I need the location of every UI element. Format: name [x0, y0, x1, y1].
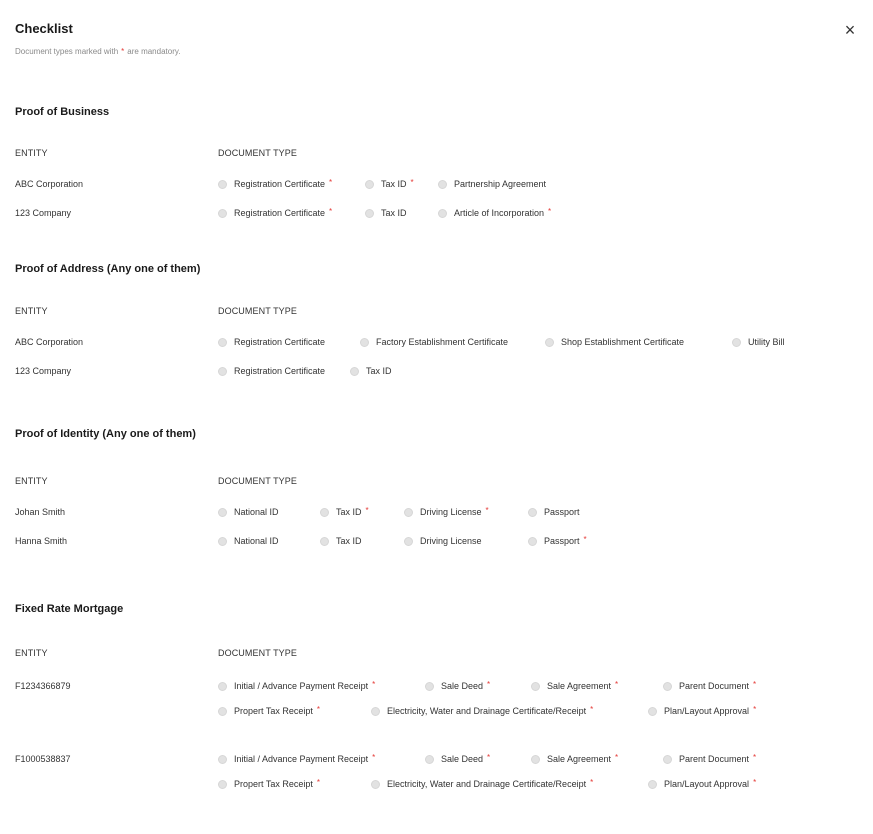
document-option[interactable]: [528, 533, 587, 549]
document-option[interactable]: [528, 504, 580, 520]
table-row: [15, 205, 873, 221]
required-star-icon: *: [615, 679, 619, 689]
required-star-icon: *: [753, 752, 757, 762]
status-dot-icon: [218, 338, 227, 347]
document-label: Driving License: [420, 536, 482, 546]
status-dot-icon: [218, 367, 227, 376]
section-title: Proof of Address (Any one of them): [15, 263, 201, 275]
table-row: [15, 363, 873, 379]
required-star-icon: *: [753, 704, 757, 714]
mandatory-note-suffix: are mandatory.: [127, 47, 181, 56]
required-star-icon: *: [372, 679, 376, 689]
document-label: Passport: [544, 536, 580, 546]
table-row: [15, 504, 873, 520]
table-row: [15, 533, 873, 549]
status-dot-icon: [218, 780, 227, 789]
document-option[interactable]: [438, 205, 551, 221]
status-dot-icon: [360, 338, 369, 347]
document-label: Shop Establishment Certificate: [561, 337, 685, 347]
document-option[interactable]: [218, 533, 279, 549]
document-option[interactable]: [350, 363, 392, 379]
entity-name: 123 Company: [15, 366, 72, 376]
table-row: [15, 776, 873, 792]
required-star-icon: *: [329, 177, 333, 187]
document-label: Registration Certificate: [234, 366, 326, 376]
document-option[interactable]: [218, 363, 325, 379]
status-dot-icon: [648, 780, 657, 789]
entity-column-header: ENTITY: [15, 648, 48, 658]
document-type-column-header: DOCUMENT TYPE: [218, 476, 297, 486]
required-star-icon: *: [615, 752, 619, 762]
document-label: Sale Deed: [441, 754, 484, 764]
document-label: Propert Tax Receipt: [234, 706, 313, 716]
entity-name: ABC Corporation: [15, 179, 84, 189]
required-star-icon: *: [410, 177, 414, 187]
document-option[interactable]: [531, 751, 618, 767]
document-option[interactable]: [371, 776, 593, 792]
status-dot-icon: [404, 508, 413, 517]
table-row: [15, 678, 873, 694]
table-row: [15, 176, 873, 192]
status-dot-icon: [663, 682, 672, 691]
status-dot-icon: [531, 755, 540, 764]
required-star-icon: *: [121, 47, 125, 56]
document-option[interactable]: [320, 504, 369, 520]
required-star-icon: *: [583, 534, 587, 544]
document-label: Sale Agreement: [547, 754, 612, 764]
status-dot-icon: [350, 367, 359, 376]
document-label: Tax ID: [381, 208, 407, 218]
mandatory-note: [15, 47, 181, 56]
status-dot-icon: [371, 707, 380, 716]
document-label: Partnership Agreement: [454, 179, 547, 189]
document-label: Utility Bill: [748, 337, 785, 347]
document-label: Article of Incorporation: [454, 208, 545, 218]
document-label: Tax ID: [366, 366, 392, 376]
entity-column-header: ENTITY: [15, 476, 48, 486]
table-row: [15, 334, 873, 350]
document-option[interactable]: [438, 176, 546, 192]
document-label: Tax ID: [336, 507, 362, 517]
mandatory-note-prefix: Document types marked with: [15, 47, 119, 56]
status-dot-icon: [425, 755, 434, 764]
entity-column-header: ENTITY: [15, 148, 48, 158]
status-dot-icon: [320, 537, 329, 546]
entity-name: F1000538837: [15, 754, 71, 764]
status-dot-icon: [218, 508, 227, 517]
document-label: Passport: [544, 507, 580, 517]
document-label: Plan/Layout Approval: [664, 706, 750, 716]
document-option[interactable]: [545, 334, 684, 350]
status-dot-icon: [531, 682, 540, 691]
entity-name: Hanna Smith: [15, 536, 68, 546]
document-label: Factory Establishment Certificate: [376, 337, 509, 347]
required-star-icon: *: [372, 752, 376, 762]
required-star-icon: *: [753, 777, 757, 787]
document-option[interactable]: [218, 176, 332, 192]
status-dot-icon: [218, 707, 227, 716]
entity-name: Johan Smith: [15, 507, 66, 517]
status-dot-icon: [218, 180, 227, 189]
document-option[interactable]: [218, 334, 325, 350]
document-type-column-header: DOCUMENT TYPE: [218, 648, 297, 658]
status-dot-icon: [218, 755, 227, 764]
entity-name: ABC Corporation: [15, 337, 84, 347]
document-label: National ID: [234, 507, 279, 517]
entity-column-header: ENTITY: [15, 306, 48, 316]
document-label: Tax ID: [381, 179, 407, 189]
document-option[interactable]: [663, 751, 756, 767]
document-option[interactable]: [425, 678, 490, 694]
status-dot-icon: [648, 707, 657, 716]
section-title: Proof of Business: [15, 106, 110, 118]
document-label: Initial / Advance Payment Receipt: [234, 681, 369, 691]
required-star-icon: *: [316, 704, 320, 714]
required-star-icon: *: [590, 777, 594, 787]
status-dot-icon: [218, 209, 227, 218]
required-star-icon: *: [329, 206, 333, 216]
document-option[interactable]: [218, 751, 375, 767]
document-label: Electricity, Water and Drainage Certificate/Receipt: [387, 779, 587, 789]
document-option[interactable]: [218, 703, 320, 719]
document-label: Plan/Layout Approval: [664, 779, 750, 789]
page-title: Checklist: [15, 21, 73, 36]
document-label: Initial / Advance Payment Receipt: [234, 754, 369, 764]
document-label: Registration Certificate: [234, 179, 326, 189]
document-option[interactable]: [404, 533, 482, 549]
status-dot-icon: [404, 537, 413, 546]
document-label: Propert Tax Receipt: [234, 779, 313, 789]
document-label: Tax ID: [336, 536, 362, 546]
document-label: Registration Certificate: [234, 337, 326, 347]
table-row: [15, 751, 873, 767]
document-option[interactable]: [365, 176, 414, 192]
status-dot-icon: [528, 537, 537, 546]
status-dot-icon: [365, 180, 374, 189]
table-row: [15, 703, 873, 719]
document-label: Driving License: [420, 507, 482, 517]
status-dot-icon: [425, 682, 434, 691]
document-type-column-header: DOCUMENT TYPE: [218, 306, 297, 316]
status-dot-icon: [320, 508, 329, 517]
section-title: Fixed Rate Mortgage: [15, 603, 124, 615]
entity-name: 123 Company: [15, 208, 72, 218]
document-option[interactable]: [425, 751, 490, 767]
required-star-icon: *: [365, 505, 369, 515]
document-type-column-header: DOCUMENT TYPE: [218, 148, 297, 158]
document-option[interactable]: [371, 703, 593, 719]
document-option[interactable]: [663, 678, 756, 694]
document-label: National ID: [234, 536, 279, 546]
document-option[interactable]: [218, 504, 279, 520]
close-icon[interactable]: ×: [844, 20, 856, 40]
required-star-icon: *: [753, 679, 757, 689]
status-dot-icon: [545, 338, 554, 347]
document-option[interactable]: [218, 776, 320, 792]
status-dot-icon: [438, 209, 447, 218]
document-option[interactable]: [531, 678, 618, 694]
entity-name: F1234366879: [15, 681, 71, 691]
document-label: Electricity, Water and Drainage Certificate/Receipt: [387, 706, 587, 716]
document-option[interactable]: [404, 504, 489, 520]
status-dot-icon: [371, 780, 380, 789]
required-star-icon: *: [487, 679, 491, 689]
status-dot-icon: [218, 537, 227, 546]
status-dot-icon: [663, 755, 672, 764]
section-title: Proof of Identity (Any one of them): [15, 428, 196, 440]
status-dot-icon: [218, 682, 227, 691]
status-dot-icon: [732, 338, 741, 347]
document-label: Sale Agreement: [547, 681, 612, 691]
document-option[interactable]: [218, 205, 332, 221]
status-dot-icon: [438, 180, 447, 189]
required-star-icon: *: [316, 777, 320, 787]
document-option[interactable]: [648, 703, 756, 719]
document-label: Sale Deed: [441, 681, 484, 691]
status-dot-icon: [528, 508, 537, 517]
document-option[interactable]: [218, 678, 375, 694]
document-option[interactable]: [648, 776, 756, 792]
document-option[interactable]: [365, 205, 407, 221]
document-label: Parent Document: [679, 754, 750, 764]
required-star-icon: *: [485, 505, 489, 515]
document-label: Parent Document: [679, 681, 750, 691]
document-option[interactable]: [360, 334, 508, 350]
document-option[interactable]: [320, 533, 362, 549]
required-star-icon: *: [590, 704, 594, 714]
status-dot-icon: [365, 209, 374, 218]
document-option[interactable]: [732, 334, 785, 350]
document-label: Registration Certificate: [234, 208, 326, 218]
required-star-icon: *: [548, 206, 552, 216]
required-star-icon: *: [487, 752, 491, 762]
